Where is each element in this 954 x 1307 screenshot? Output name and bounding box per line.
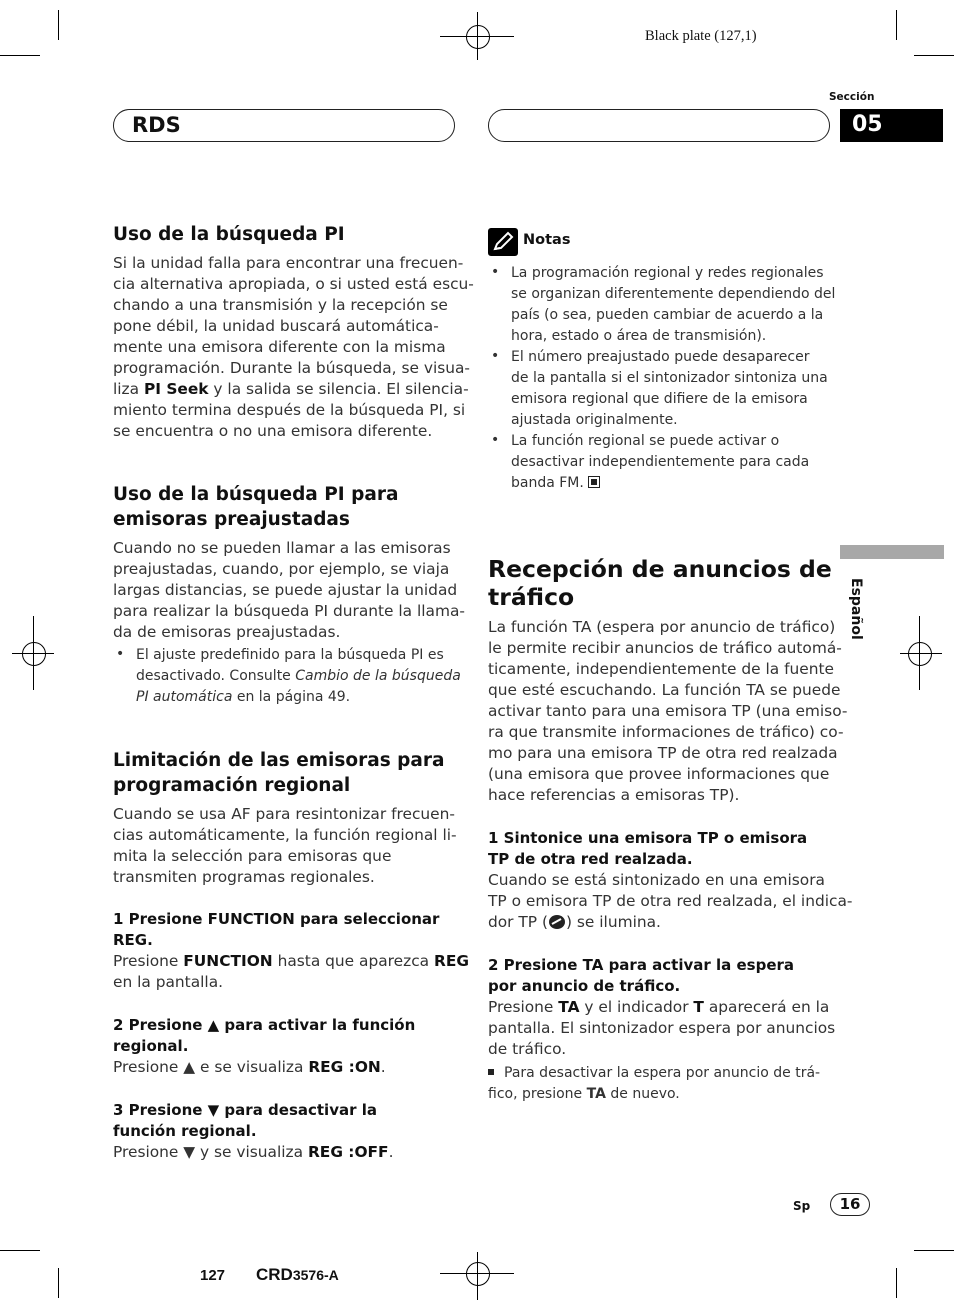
- body-line: mo para una emisora TP de otra red realzada: [488, 744, 838, 762]
- body-line: se encuentra o no una emisora diferente.: [113, 422, 433, 440]
- crop-mark: [58, 1268, 59, 1298]
- plate-label: Black plate (127,1): [645, 28, 757, 44]
- step-title: función regional.: [113, 1122, 257, 1140]
- body-line: ticamente, independientemente de la fuente: [488, 660, 834, 678]
- tp-indicator-icon: [548, 914, 566, 936]
- bullet-line: El ajuste predefinido para la búsqueda PI es: [136, 647, 444, 663]
- crop-mark: [58, 10, 59, 40]
- heading-pi-preset-line2: emisoras preajustadas: [113, 509, 350, 530]
- step-body: TP o emisora TP de otra red realzada, el indica-: [488, 892, 853, 910]
- header-empty-pill: [488, 109, 830, 142]
- step-body: pantalla. El sintonizador espera por anuncios: [488, 1019, 836, 1037]
- bullet-line: desactivado. Consulte Cambio de la búsqueda: [136, 668, 461, 684]
- bullet-dot: •: [116, 646, 125, 662]
- section-title-pill: [113, 109, 455, 142]
- language-code: Sp: [793, 1199, 811, 1213]
- note-line: La función regional se puede activar o: [511, 433, 780, 449]
- body-line: que esté escuchando. La función TA se puede: [488, 681, 841, 699]
- end-mark-icon: [588, 476, 600, 488]
- body-line: preajustadas, cuando, por ejemplo, se viaja: [113, 560, 450, 578]
- body-line: cia alternativa apropiada, o si usted está escu-: [113, 275, 474, 293]
- note-line: banda FM.: [511, 473, 600, 494]
- note-line: La programación regional y redes regionales: [511, 265, 824, 281]
- square-bullet-icon: [488, 1069, 494, 1075]
- heading-pi-search: Uso de la búsqueda PI: [113, 224, 345, 245]
- section-label: Sección: [829, 91, 875, 103]
- body-line: le permite recibir anuncios de tráfico automá-: [488, 639, 842, 657]
- page-number: 16: [839, 1195, 861, 1213]
- body-line: pone débil, la unidad buscará automática-: [113, 317, 439, 335]
- step-body: Presione TA y el indicador T aparecerá en la: [488, 998, 830, 1016]
- heading-traffic-line2: tráfico: [488, 583, 575, 611]
- step-title: 3 Presione ▼ para desactivar la: [113, 1101, 377, 1119]
- note-line: emisora regional que difiere de la emisora: [511, 391, 808, 407]
- note-line: de la pantalla si el sintonizador sintoniza una: [511, 370, 828, 386]
- heading-regional-line1: Limitación de las emisoras para: [113, 750, 445, 771]
- step-body: Presione ▼ y se visualiza REG :OFF.: [113, 1143, 394, 1161]
- model-code: CRD3576-A: [256, 1265, 339, 1284]
- body-line: Cuando no se pueden llamar a las emisoras: [113, 539, 451, 557]
- bullet-dot: •: [491, 432, 500, 448]
- step-title: REG.: [113, 931, 153, 949]
- heading-pi-preset-line1: Uso de la búsqueda PI para: [113, 484, 399, 505]
- step-body: en la pantalla.: [113, 973, 224, 991]
- section-title: RDS: [132, 113, 181, 137]
- section-number-box: [840, 109, 943, 142]
- body-line: hace referencias a emisoras TP).: [488, 786, 740, 804]
- heading-traffic-line1: Recepción de anuncios de: [488, 555, 832, 583]
- step-title: 2 Presione ▲ para activar la función: [113, 1016, 416, 1034]
- body-line: transmiten programas regionales.: [113, 868, 375, 886]
- crop-mark: [0, 1250, 40, 1251]
- step-title: 2 Presione TA para activar la espera: [488, 956, 795, 974]
- body-line: largas distancias, se puede ajustar la unidad: [113, 581, 458, 599]
- heading-regional-line2: programación regional: [113, 775, 351, 796]
- section-number: 05: [852, 112, 883, 137]
- step-body: Presione ▲ e se visualiza REG :ON.: [113, 1058, 386, 1076]
- language-tab-bar: [840, 545, 944, 559]
- note-line: se organizan diferentemente dependiendo del: [511, 286, 836, 302]
- plate-number: 127: [200, 1267, 226, 1284]
- notes-heading: Notas: [523, 232, 571, 248]
- tip-line: fico, presione TA de nuevo.: [488, 1086, 680, 1102]
- note-line: hora, estado o área de transmisión).: [511, 328, 767, 344]
- cross-reference: Cambio de la búsqueda: [295, 668, 461, 684]
- note-line: desactivar independientemente para cada: [511, 454, 810, 470]
- bullet-line: PI automática en la página 49.: [136, 689, 351, 705]
- note-line: El número preajustado puede desaparecer: [511, 349, 810, 365]
- body-line: liza PI Seek y la salida se silencia. El silencia-: [113, 380, 469, 398]
- crop-mark: [0, 55, 40, 56]
- step-title: por anuncio de tráfico.: [488, 977, 681, 995]
- body-line: mente una emisora diferente con la misma: [113, 338, 446, 356]
- bullet-dot: •: [491, 264, 500, 280]
- body-line: ra que transmite informaciones de tráfico) co-: [488, 723, 844, 741]
- body-line: Cuando se usa AF para resintonizar frecuen-: [113, 805, 455, 823]
- step-title: regional.: [113, 1037, 189, 1055]
- language-tab-label: Español: [848, 578, 864, 640]
- note-line: ajustada originalmente.: [511, 412, 678, 428]
- step-body: Cuando se está sintonizado en una emisora: [488, 871, 825, 889]
- page-number-pill: [830, 1193, 870, 1216]
- step-body: dor TP ( ) se ilumina.: [488, 912, 661, 936]
- body-line: (una emisora que provee informaciones que: [488, 765, 830, 783]
- step-title: 1 Presione FUNCTION para seleccionar: [113, 910, 440, 928]
- body-line: La función TA (espera por anuncio de tráfico): [488, 618, 836, 636]
- step-body: de tráfico.: [488, 1040, 567, 1058]
- crop-mark: [914, 1250, 954, 1251]
- step-title: 1 Sintonice una emisora TP o emisora: [488, 829, 808, 847]
- body-line: para realizar la búsqueda PI durante la llama-: [113, 602, 465, 620]
- body-line: Si la unidad falla para encontrar una frecuen-: [113, 254, 464, 272]
- crop-mark: [896, 10, 897, 40]
- body-line: miento termina después de la búsqueda PI, si: [113, 401, 466, 419]
- body-line: activar tanto para una emisora TP (una emiso-: [488, 702, 848, 720]
- step-body: Presione FUNCTION hasta que aparezca REG: [113, 952, 469, 970]
- body-line: cias automáticamente, la función regional li-: [113, 826, 457, 844]
- note-line: país (o sea, pueden cambiar de acuerdo a la: [511, 307, 824, 323]
- tip-line: Para desactivar la espera por anuncio de trá-: [488, 1063, 820, 1084]
- body-line: da de emisoras preajustadas.: [113, 623, 341, 641]
- step-title: TP de otra red realzada.: [488, 850, 693, 868]
- bullet-dot: •: [491, 348, 500, 364]
- crop-mark: [914, 55, 954, 56]
- pi-seek-label: PI Seek: [143, 380, 209, 398]
- note-pencil-icon: [488, 228, 518, 256]
- crop-mark: [896, 1268, 897, 1298]
- cross-reference: PI automática: [136, 689, 233, 705]
- body-line: chando a una transmisión y la recepción se: [113, 296, 448, 314]
- body-line: mita la selección para emisoras que: [113, 847, 392, 865]
- body-line: programación. Durante la búsqueda, se visua-: [113, 359, 470, 377]
